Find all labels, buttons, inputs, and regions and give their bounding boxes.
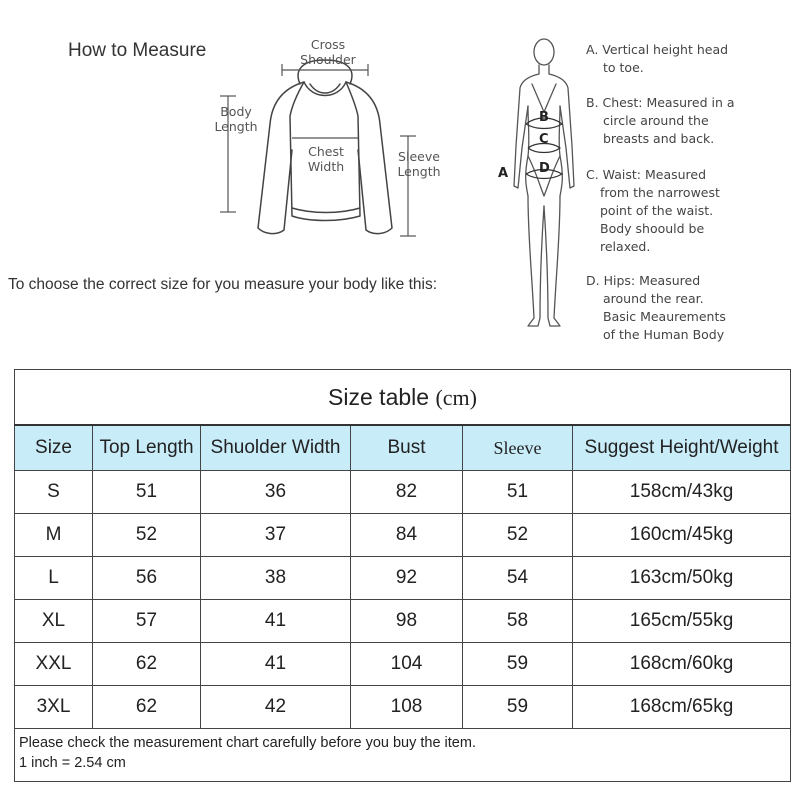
cell-height-weight: 168cm/65kg: [573, 686, 791, 729]
cell-size: XL: [15, 600, 93, 643]
body-letter-a: A: [498, 166, 509, 181]
measure-instruction: To choose the correct size for you measure your body like this:: [8, 276, 438, 293]
cell-shoulder-width: 41: [201, 643, 351, 686]
header-bust: Bust: [351, 425, 463, 471]
cell-top-length: 62: [93, 643, 201, 686]
footer-check-note: Please check the measurement chart carefully before you buy the item.: [19, 735, 476, 751]
header-height-weight: Suggest Height/Weight: [573, 425, 791, 471]
cell-bust: 82: [351, 471, 463, 514]
table-row: [15, 514, 791, 557]
note-c-body: from the narrowest point of the waist. Body shoould be relaxed.: [600, 185, 720, 254]
sleeve-length-label: Sleeve Length: [397, 149, 441, 179]
note-c-title: C. Waist: Measured: [586, 167, 707, 182]
note-a-title: A. Vertical height head: [586, 42, 729, 57]
body-length-label: Body Length: [214, 104, 258, 134]
cell-shoulder-width: 37: [201, 514, 351, 557]
header-sleeve: Sleeve: [463, 425, 573, 471]
table-row: [15, 686, 791, 729]
note-d-body: around the rear. Basic Meaurements of the Human Body: [603, 291, 726, 342]
body-letter-c: C: [539, 132, 549, 147]
cell-size: L: [15, 557, 93, 600]
note-b-body: circle around the breasts and back.: [603, 113, 715, 146]
cell-top-length: 57: [93, 600, 201, 643]
cell-height-weight: 160cm/45kg: [573, 514, 791, 557]
cell-sleeve: 51: [463, 471, 573, 514]
chest-width-label: Chest Width: [307, 144, 345, 174]
cell-bust: 84: [351, 514, 463, 557]
note-c: [586, 166, 796, 256]
footer-inch-conversion: 1 inch = 2.54 cm: [19, 755, 126, 771]
human-body-figure: [506, 36, 582, 336]
cell-bust: 104: [351, 643, 463, 686]
header-size: Size: [15, 425, 93, 471]
cell-sleeve: 54: [463, 557, 573, 600]
how-to-measure-title: How to Measure: [68, 40, 207, 61]
cell-height-weight: 165cm/55kg: [573, 600, 791, 643]
size-table: [14, 369, 791, 782]
cell-bust: 92: [351, 557, 463, 600]
cell-top-length: 52: [93, 514, 201, 557]
table-row: [15, 600, 791, 643]
header-shoulder-width: Shuolder Width: [201, 425, 351, 471]
table-footer-note: [15, 729, 791, 782]
note-a-body: to toe.: [603, 60, 644, 75]
cell-shoulder-width: 42: [201, 686, 351, 729]
cell-sleeve: 59: [463, 643, 573, 686]
cell-size: 3XL: [15, 686, 93, 729]
cell-bust: 108: [351, 686, 463, 729]
note-b-title: B. Chest: Measured in a: [586, 95, 735, 110]
caption-unit: (cm): [435, 384, 477, 410]
cell-top-length: 62: [93, 686, 201, 729]
header-top-length: Top Length: [93, 425, 201, 471]
cell-height-weight: 168cm/60kg: [573, 643, 791, 686]
cell-shoulder-width: 38: [201, 557, 351, 600]
table-row: [15, 557, 791, 600]
table-row: [15, 471, 791, 514]
table-row: [15, 643, 791, 686]
body-letter-b: B: [539, 110, 549, 125]
note-a: [586, 41, 796, 77]
cell-top-length: 56: [93, 557, 201, 600]
cell-shoulder-width: 36: [201, 471, 351, 514]
cell-height-weight: 158cm/43kg: [573, 471, 791, 514]
cross-shoulder-label: Cross Shoulder: [300, 37, 356, 67]
cell-size: M: [15, 514, 93, 557]
body-letter-d: D: [539, 161, 550, 176]
cell-bust: 98: [351, 600, 463, 643]
table-header-row: [15, 425, 791, 471]
cell-sleeve: 52: [463, 514, 573, 557]
cell-sleeve: 59: [463, 686, 573, 729]
cell-top-length: 51: [93, 471, 201, 514]
cell-height-weight: 163cm/50kg: [573, 557, 791, 600]
note-d: [586, 272, 796, 344]
note-d-title: D. Hips: Measured: [586, 273, 701, 288]
cell-shoulder-width: 41: [201, 600, 351, 643]
size-table-caption: [15, 370, 791, 426]
note-b: [586, 94, 796, 148]
caption-text: Size table: [328, 383, 430, 410]
cell-size: S: [15, 471, 93, 514]
cell-size: XXL: [15, 643, 93, 686]
cell-sleeve: 58: [463, 600, 573, 643]
